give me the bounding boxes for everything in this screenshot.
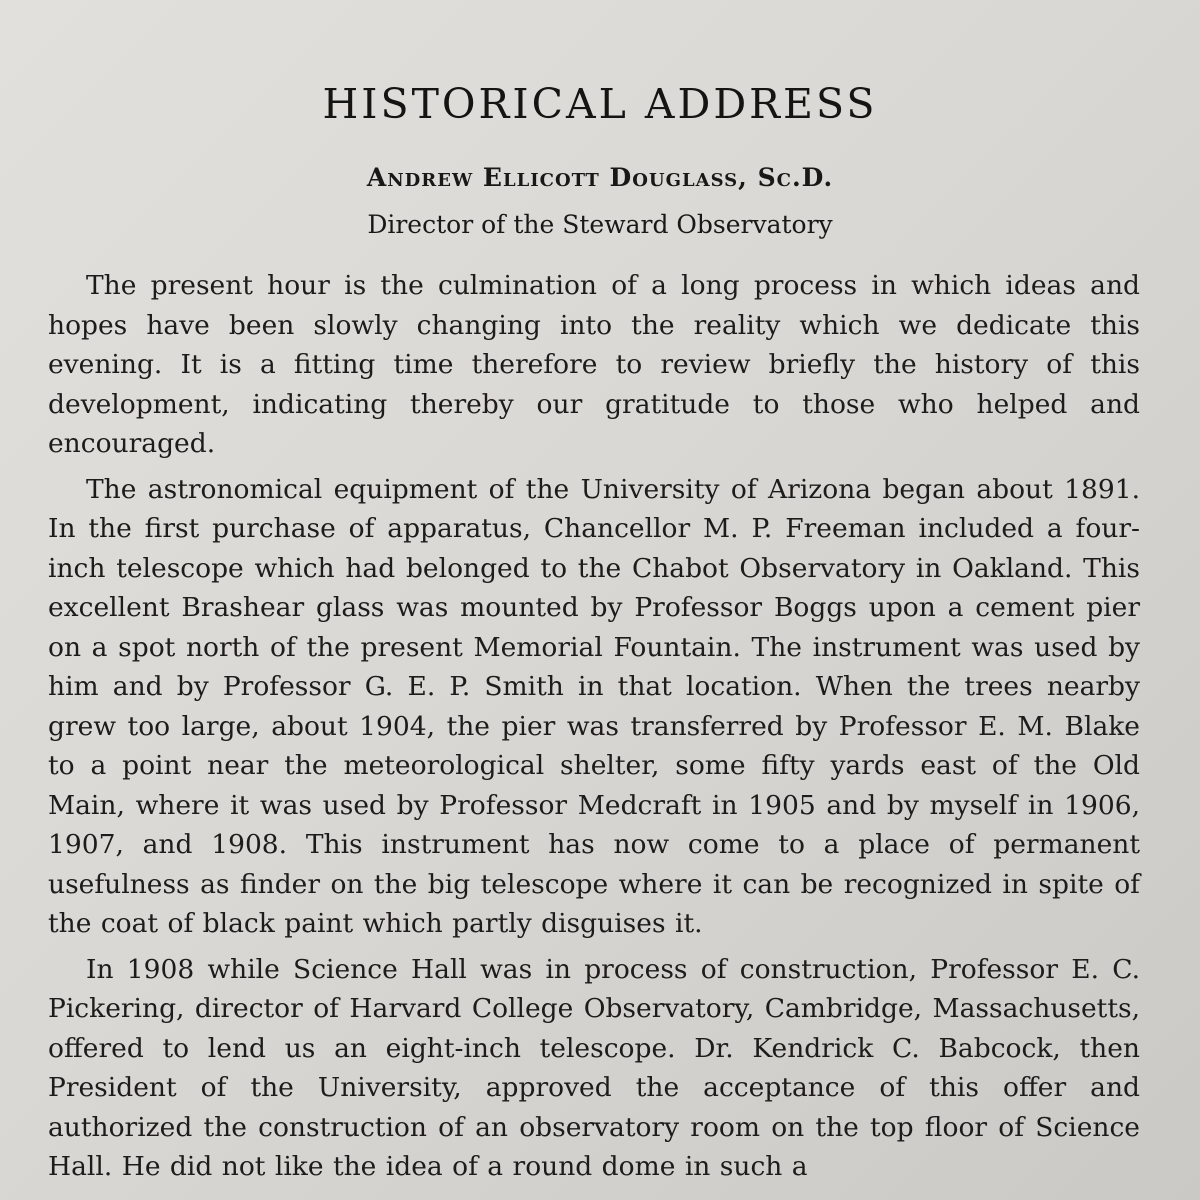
page-title: HISTORICAL ADDRESS (322, 80, 878, 128)
body-text (48, 266, 1140, 1193)
paragraph-3: In 1908 while Science Hall was in process of construction, Professor E. C. Pickering, director of Harvard College Observatory, Cambridge, Massachusetts, offered to lend us an eight-inch telescope. Dr. Kendrick C. Babcock, then President of the University, approved the acceptance of this offer and authorized the construction of an observatory room on the top floor of Science Hall. He did not like the idea of a round dome in such a (48, 953, 1140, 1182)
paragraph-1: The present hour is the culmination of a long process in which ideas and hopes have been slowly changing into the reality which we dedicate this evening. It is a fitting time therefore to review briefly the history of this development, indicating thereby our gratitude to those who helped and encouraged. (48, 270, 1140, 459)
paragraph-2: The astronomical equipment of the University of Arizona began about 1891. In the first purchase of apparatus, Chancellor M. P. Freeman included a four-inch telescope which had belonged to the Chabot Observatory in Oakland. This excellent Brashear glass was mounted by Professor Boggs upon a cement pier on a spot north of the present Memorial Fountain. The instrument was used by him and by Professor G. E. P. Smith in that location. When the trees nearby grew too large, about 1904, the pier was transferred by Professor E. M. Blake to a point near the meteorological shelter, some fifty yards east of the Old Main, where it was used by Professor Medcraft in 1905 and by myself in 1906, 1907, and 1908. This instrument has now come to a place of permanent usefulness as finder on the big telescope where it can be recognized in spite of the coat of black paint which partly disguises it. (48, 473, 1140, 939)
author-affiliation: Director of the Steward Observatory (367, 210, 833, 239)
author-name: Andrew Ellicott Douglass, Sc.D. (366, 163, 834, 192)
